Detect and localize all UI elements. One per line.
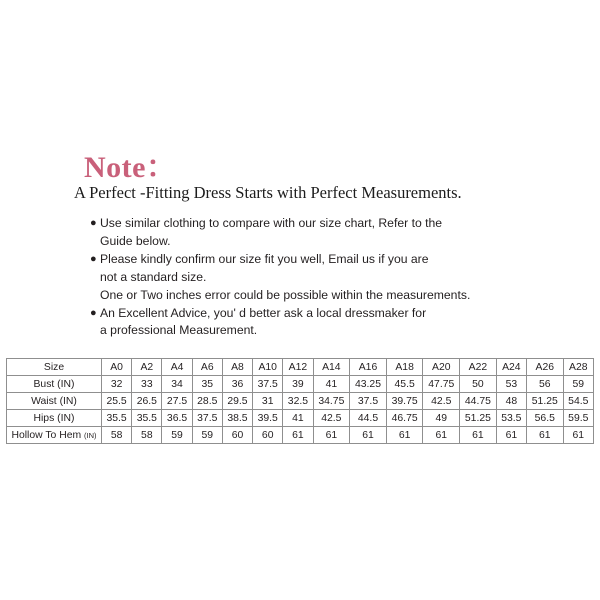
table-cell: 61 [350, 427, 387, 444]
table-cell: 45.5 [386, 376, 423, 393]
table-row [7, 393, 594, 410]
note-heading-text: Note [84, 151, 146, 184]
bullet-dot-icon: ● [90, 253, 97, 265]
bullet-line-1: An Excellent Advice, you' d better ask a local dressmaker for [100, 305, 427, 320]
column-header: A20 [423, 359, 460, 376]
table-cell: 61 [563, 427, 593, 444]
table-cell: 44.75 [460, 393, 497, 410]
table-cell: 51.25 [526, 393, 563, 410]
table-cell: 54.5 [563, 393, 593, 410]
size-chart-table [6, 358, 594, 444]
table-cell: 29.5 [222, 393, 252, 410]
bullet-line-2: not a standard size. [100, 269, 207, 284]
table-cell: 26.5 [132, 393, 162, 410]
table-cell: 37.5 [350, 393, 387, 410]
list-item [90, 305, 560, 340]
table-cell: 60 [222, 427, 252, 444]
table-cell: 58 [132, 427, 162, 444]
column-header: A14 [313, 359, 350, 376]
table-cell: 61 [313, 427, 350, 444]
table-cell: 59.5 [563, 410, 593, 427]
table-cell: 59 [162, 427, 192, 444]
table-cell: 61 [526, 427, 563, 444]
table-cell: 61 [460, 427, 497, 444]
table-cell: 61 [386, 427, 423, 444]
row-header: Bust (IN) [7, 376, 102, 393]
table-cell: 46.75 [386, 410, 423, 427]
column-header: A8 [222, 359, 252, 376]
table-cell: 37.5 [253, 376, 283, 393]
note-heading-colon: ： [145, 151, 177, 184]
table-cell: 27.5 [162, 393, 192, 410]
table-cell: 53.5 [496, 410, 526, 427]
table-cell: 35 [192, 376, 222, 393]
row-header [7, 427, 102, 444]
table-cell: 53 [496, 376, 526, 393]
note-subtitle: A Perfect -Fitting Dress Starts with Perfect Measurements. [74, 183, 462, 202]
note-heading [84, 142, 176, 186]
table-cell: 37.5 [192, 410, 222, 427]
table-cell: 50 [460, 376, 497, 393]
column-header: A2 [132, 359, 162, 376]
column-header: A0 [102, 359, 132, 376]
table-row [7, 427, 594, 444]
table-cell: 36 [222, 376, 252, 393]
table-cell: 56 [526, 376, 563, 393]
column-header: A26 [526, 359, 563, 376]
note-bullet-list [90, 215, 560, 341]
table-cell: 47.75 [423, 376, 460, 393]
bullet-line-2: Guide below. [100, 233, 171, 248]
table-cell: 49 [423, 410, 460, 427]
table-cell: 42.5 [313, 410, 350, 427]
table-cell: 61 [423, 427, 460, 444]
column-header: A22 [460, 359, 497, 376]
row-header: Waist (IN) [7, 393, 102, 410]
table-cell: 25.5 [102, 393, 132, 410]
table-cell: 34 [162, 376, 192, 393]
table-cell: 44.5 [350, 410, 387, 427]
column-header: A18 [386, 359, 423, 376]
table-cell: 51.25 [460, 410, 497, 427]
table-cell: 36.5 [162, 410, 192, 427]
column-header: A16 [350, 359, 387, 376]
column-header: A6 [192, 359, 222, 376]
column-header: A28 [563, 359, 593, 376]
table-cell: 41 [313, 376, 350, 393]
table-cell: 41 [283, 410, 313, 427]
table-cell: 39 [283, 376, 313, 393]
column-header: A12 [283, 359, 313, 376]
row-header-text: Hollow To Hem [11, 429, 85, 441]
table-cell: 34.75 [313, 393, 350, 410]
table-cell: 61 [496, 427, 526, 444]
table-cell: 32 [102, 376, 132, 393]
table-cell: 39.5 [253, 410, 283, 427]
bullet-line-1: Please kindly confirm our size fit you well, Email us if you are [100, 252, 429, 266]
table-cell: 28.5 [192, 393, 222, 410]
table-cell: 60 [253, 427, 283, 444]
table-cell: 35.5 [102, 410, 132, 427]
table-cell: 35.5 [132, 410, 162, 427]
list-item [90, 215, 560, 250]
table-cell: 61 [283, 427, 313, 444]
table-cell: 33 [132, 376, 162, 393]
table-row [7, 410, 594, 427]
note-standalone-line: One or Two inches error could be possible within the measurements. [100, 288, 471, 302]
bullet-line-2: a professional Measurement. [100, 323, 258, 337]
table-cell: 59 [192, 427, 222, 444]
row-header: Hips (IN) [7, 410, 102, 427]
column-header: Size [7, 359, 102, 376]
table-cell: 31 [253, 393, 283, 410]
table-cell: 42.5 [423, 393, 460, 410]
column-header: A4 [162, 359, 192, 376]
table-cell: 39.75 [386, 393, 423, 410]
bullet-line-1: Use similar clothing to compare with our size chart, Refer to the [100, 216, 443, 230]
list-item [90, 251, 560, 286]
table-row [7, 376, 594, 393]
table-header-row [7, 359, 594, 376]
table-cell: 38.5 [222, 410, 252, 427]
size-chart-body [7, 359, 594, 444]
table-cell: 59 [563, 376, 593, 393]
row-header-unit: (IN) [84, 430, 97, 440]
table-cell: 56.5 [526, 410, 563, 427]
table-cell: 43.25 [350, 376, 387, 393]
bullet-dot-icon: ● [90, 217, 97, 229]
column-header: A24 [496, 359, 526, 376]
table-cell: 58 [102, 427, 132, 444]
table-cell: 32.5 [283, 393, 313, 410]
table-cell: 48 [496, 393, 526, 410]
bullet-dot-icon: ● [90, 306, 97, 319]
column-header: A10 [253, 359, 283, 376]
